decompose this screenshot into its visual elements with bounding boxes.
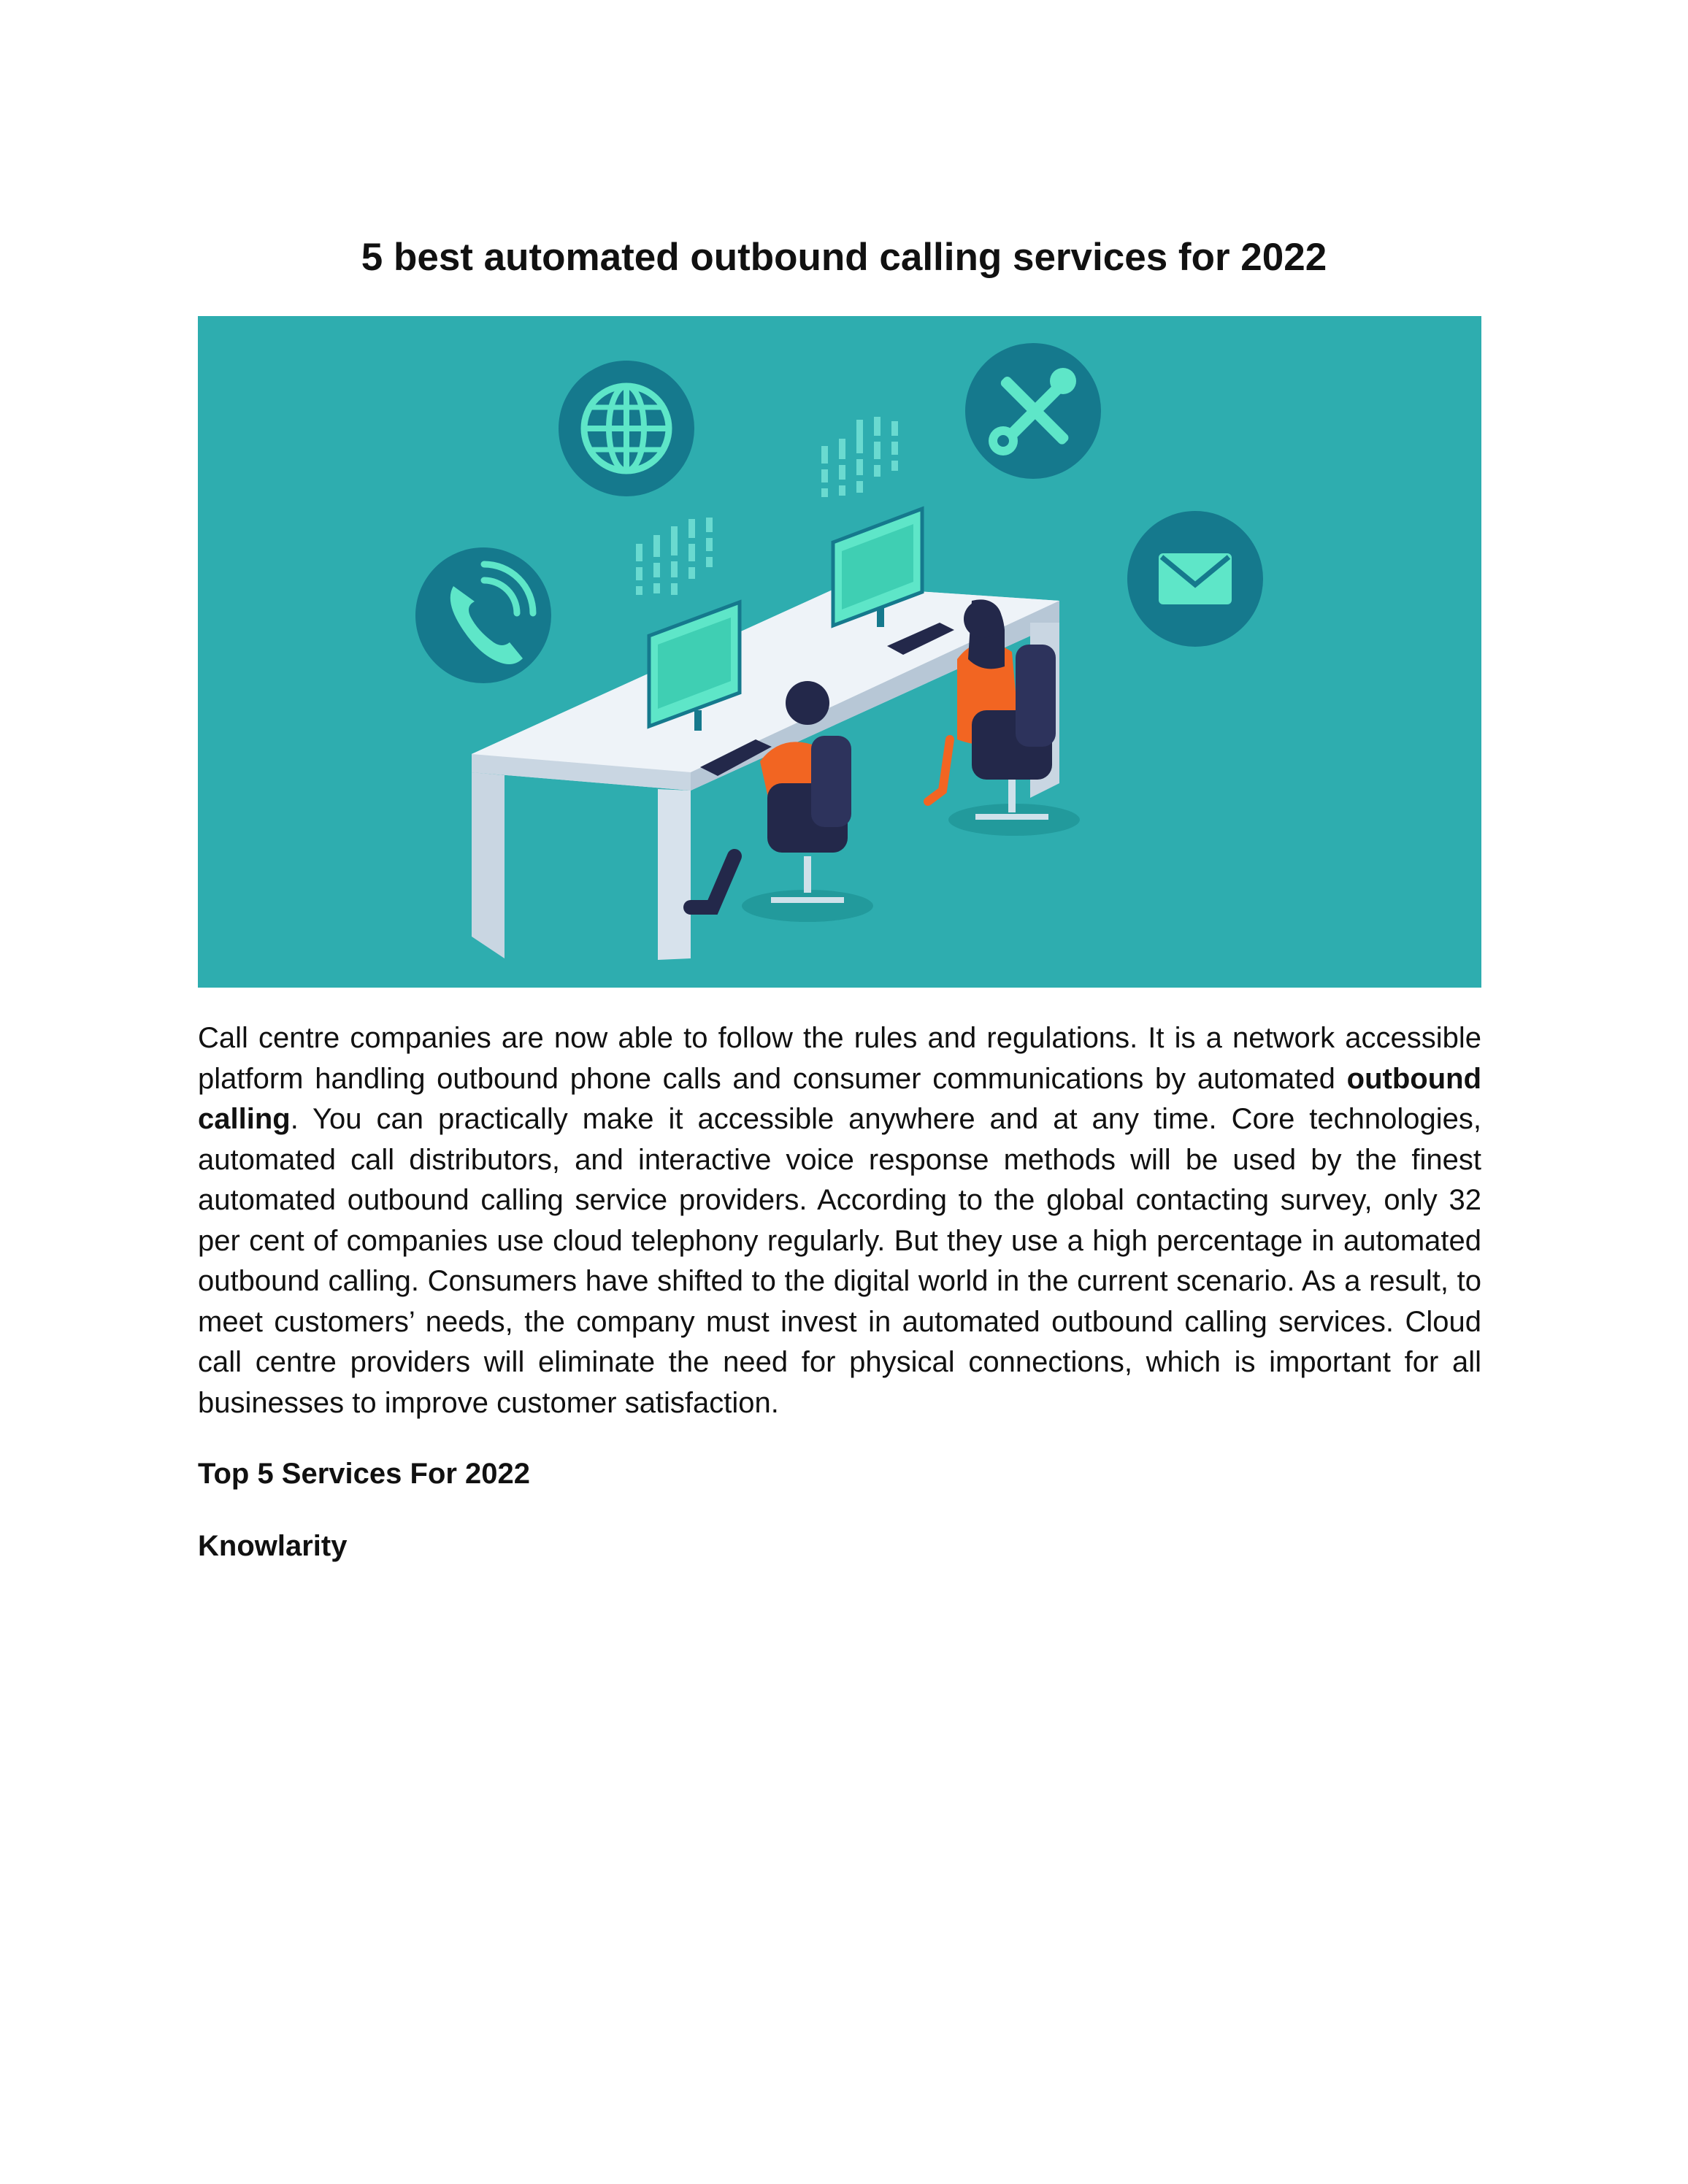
hero-illustration [198, 316, 1481, 988]
globe-icon [559, 361, 694, 496]
page-title: 5 best automated outbound calling services for 2022 [361, 236, 1327, 279]
tools-icon [965, 343, 1101, 479]
subsection-heading: Knowlarity [198, 1530, 348, 1562]
outbound-calling-bold: outbound calling [198, 1062, 1481, 1135]
paragraph-text-2: . You can practically make it accessible anywhere and at any time. Core technologies, automated call distributors, and interactive voice response methods will be used by the finest automated outbound calling service providers. According to the global contacting survey, only 32 per cent of companies use cloud telephony regularly. But they use a high percentage in automated outbound calling. Consumers have shifted to the digital world in the current scenario. As a result, to meet customers’ needs, the company must invest in automated outbound calling services. Cloud call centre providers will eliminate the need for physical connections, which is important for all businesses to improve customer satisfaction. [198, 1103, 1481, 1419]
mail-icon [1127, 511, 1263, 647]
intro-paragraph [198, 1018, 1481, 1423]
paragraph-text-1: Call centre companies are now able to follow the rules and regulations. It is a network accessible platform handling outbound phone calls and consumer communications by automated [198, 1022, 1481, 1095]
section-heading: Top 5 Services For 2022 [198, 1458, 531, 1490]
phone-icon [415, 547, 551, 683]
